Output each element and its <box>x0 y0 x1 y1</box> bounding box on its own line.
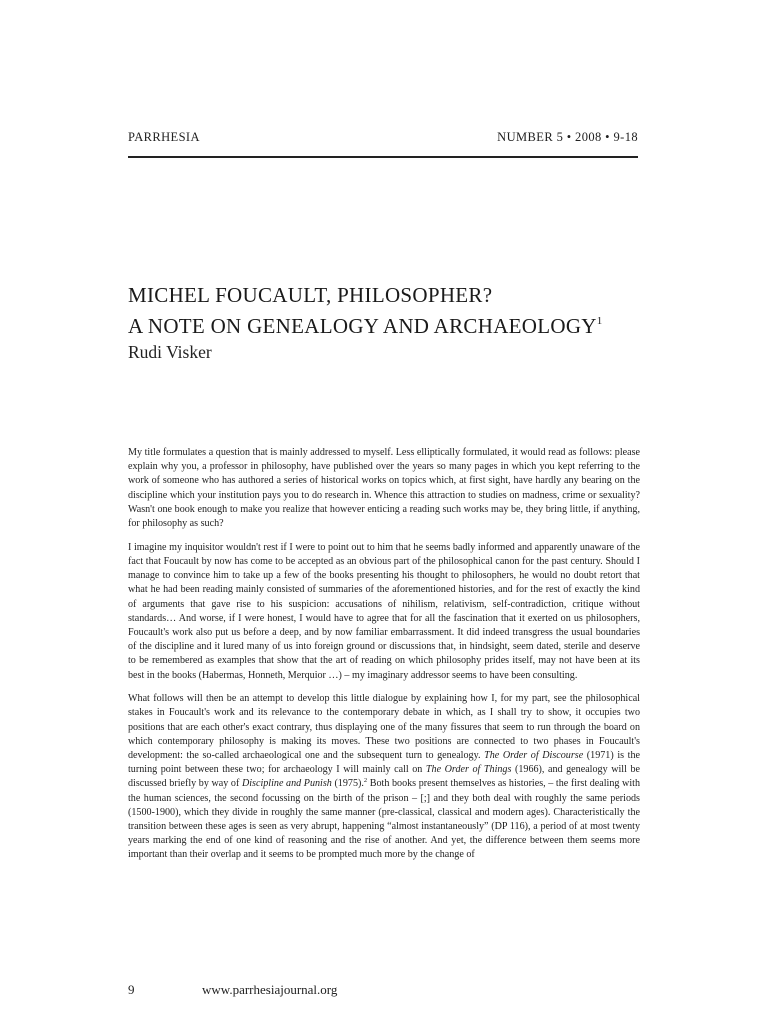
paragraph-3-text-e: Both books present themselves as histories, – the first dealing with the human sciences, the second focussing on the birth of the prison – [;] and they both deal with roughly the same periods (1500-1900), which they divide in roughly the same manner (pre-classical, classical and modern ages). Characteristically the transition between these ages is seen as very abrupt, happening “almost instantaneously” (DP 116), a period of at most twenty years marking the end of one kind of reasoning and the rise of another. And yet, the difference between them seems more important than their overlap and it seems to be prompted much more by the change of <box>128 778 640 861</box>
running-header <box>128 130 638 145</box>
paragraph-3-text-d: (1975). <box>331 778 364 790</box>
paragraph-2: I imagine my inquisitor wouldn't rest if I were to point out to him that he seems badly informed and apparently unaware of the fact that Foucault by now has come to be accepted as an obvious part of the philosophical canon for the past century. Should I manage to convince him to take up a few of the books presenting his thought to philosophers, he would no doubt retort that what he had been reading mainly consisted of summaries of the aforementioned histories, and for the rest of exactly the kind of arguments that gave rise to his suspicion: accusations of nihilism, relativism, self-contradiction, critique without standards… And worse, if I were honest, I would have to agree that for all the fascination that it exerted on us philosophers, Foucault's work also put us before a deep, and by now familiar embarrassment. It did indeed transgress the usual boundaries of the discipline and it lured many of us into foreign ground or discussions that, in hindsight, seem dated, sterile and deserve to be remembered as examples that show that the art of reading on which philosophy prides itself, may not have been at its best in the books (Habermas, Honneth, Merquior …) – my imaginary addressor seems to have been consulting. <box>128 541 640 681</box>
page-footer <box>128 982 338 998</box>
journal-name: PARRHESIA <box>128 130 200 144</box>
issue-info: NUMBER 5 • 2008 • 9-18 <box>497 130 638 144</box>
page-number: 9 <box>128 982 135 997</box>
book-title-order-of-discourse: The Order of Discourse <box>484 750 584 762</box>
paragraph-3-text-c: (1966), and genealogy will be discussed briefly by way of <box>128 764 640 790</box>
paragraph-3-text-a: What follows will then be an attempt to develop this little dialogue by explaining how I, for my part, see the philosophical stakes in Foucault's work and its relevance to the contemporary debate in which, as I shall try to show, it occupies two positions that are each other's exact contrary, thus displaying one of the many fissures that seem to run through the board on which contemporary philosophy is making its moves. These two positions are connected to two phases in Foucault's development: the so-called archaeological one and the subsequent turn to genealogy. <box>128 693 640 762</box>
paragraph-1: My title formulates a question that is mainly addressed to myself. Less elliptically formulated, it would read as follows: please explain why you, a professor in philosophy, have published over the years so many pages in which you kept referring to the work of someone who has authored a series of historical works on topics which, at first sight, have hardly any bearing on the discipline which your institution pays you to do research in. Whence this attraction to studies on madness, crime or sexuality? Wasn't one book enough to make you realize that however enticing a reading such works may be, they bring little, if anything, for philosophy as such? <box>128 447 640 530</box>
title-text-1: MICHEL FOUCAULT, PHILOSOPHER? <box>128 283 493 307</box>
book-title-order-of-things: The Order of Things <box>425 764 512 776</box>
title-text-2: A NOTE ON GENEALOGY AND ARCHAEOLOGY <box>128 314 597 338</box>
header-rule <box>128 156 638 158</box>
book-title-discipline-and-punish: Discipline and Punish <box>241 778 332 790</box>
article-title-line-2 <box>128 308 648 339</box>
title-block <box>128 282 648 364</box>
article-body <box>128 446 640 872</box>
title-footnote-marker: 1 <box>596 315 603 327</box>
paragraph-3-text-b: (1971) is the turning point between these two; for archaeology I will mainly call on <box>128 750 641 776</box>
paragraph-3 <box>128 692 640 862</box>
author-name: Rudi Visker <box>128 342 212 362</box>
journal-url: www.parrhesiajournal.org <box>202 982 338 997</box>
footnote-marker-2: 2 <box>363 777 368 785</box>
article-title-line-1 <box>128 282 648 308</box>
